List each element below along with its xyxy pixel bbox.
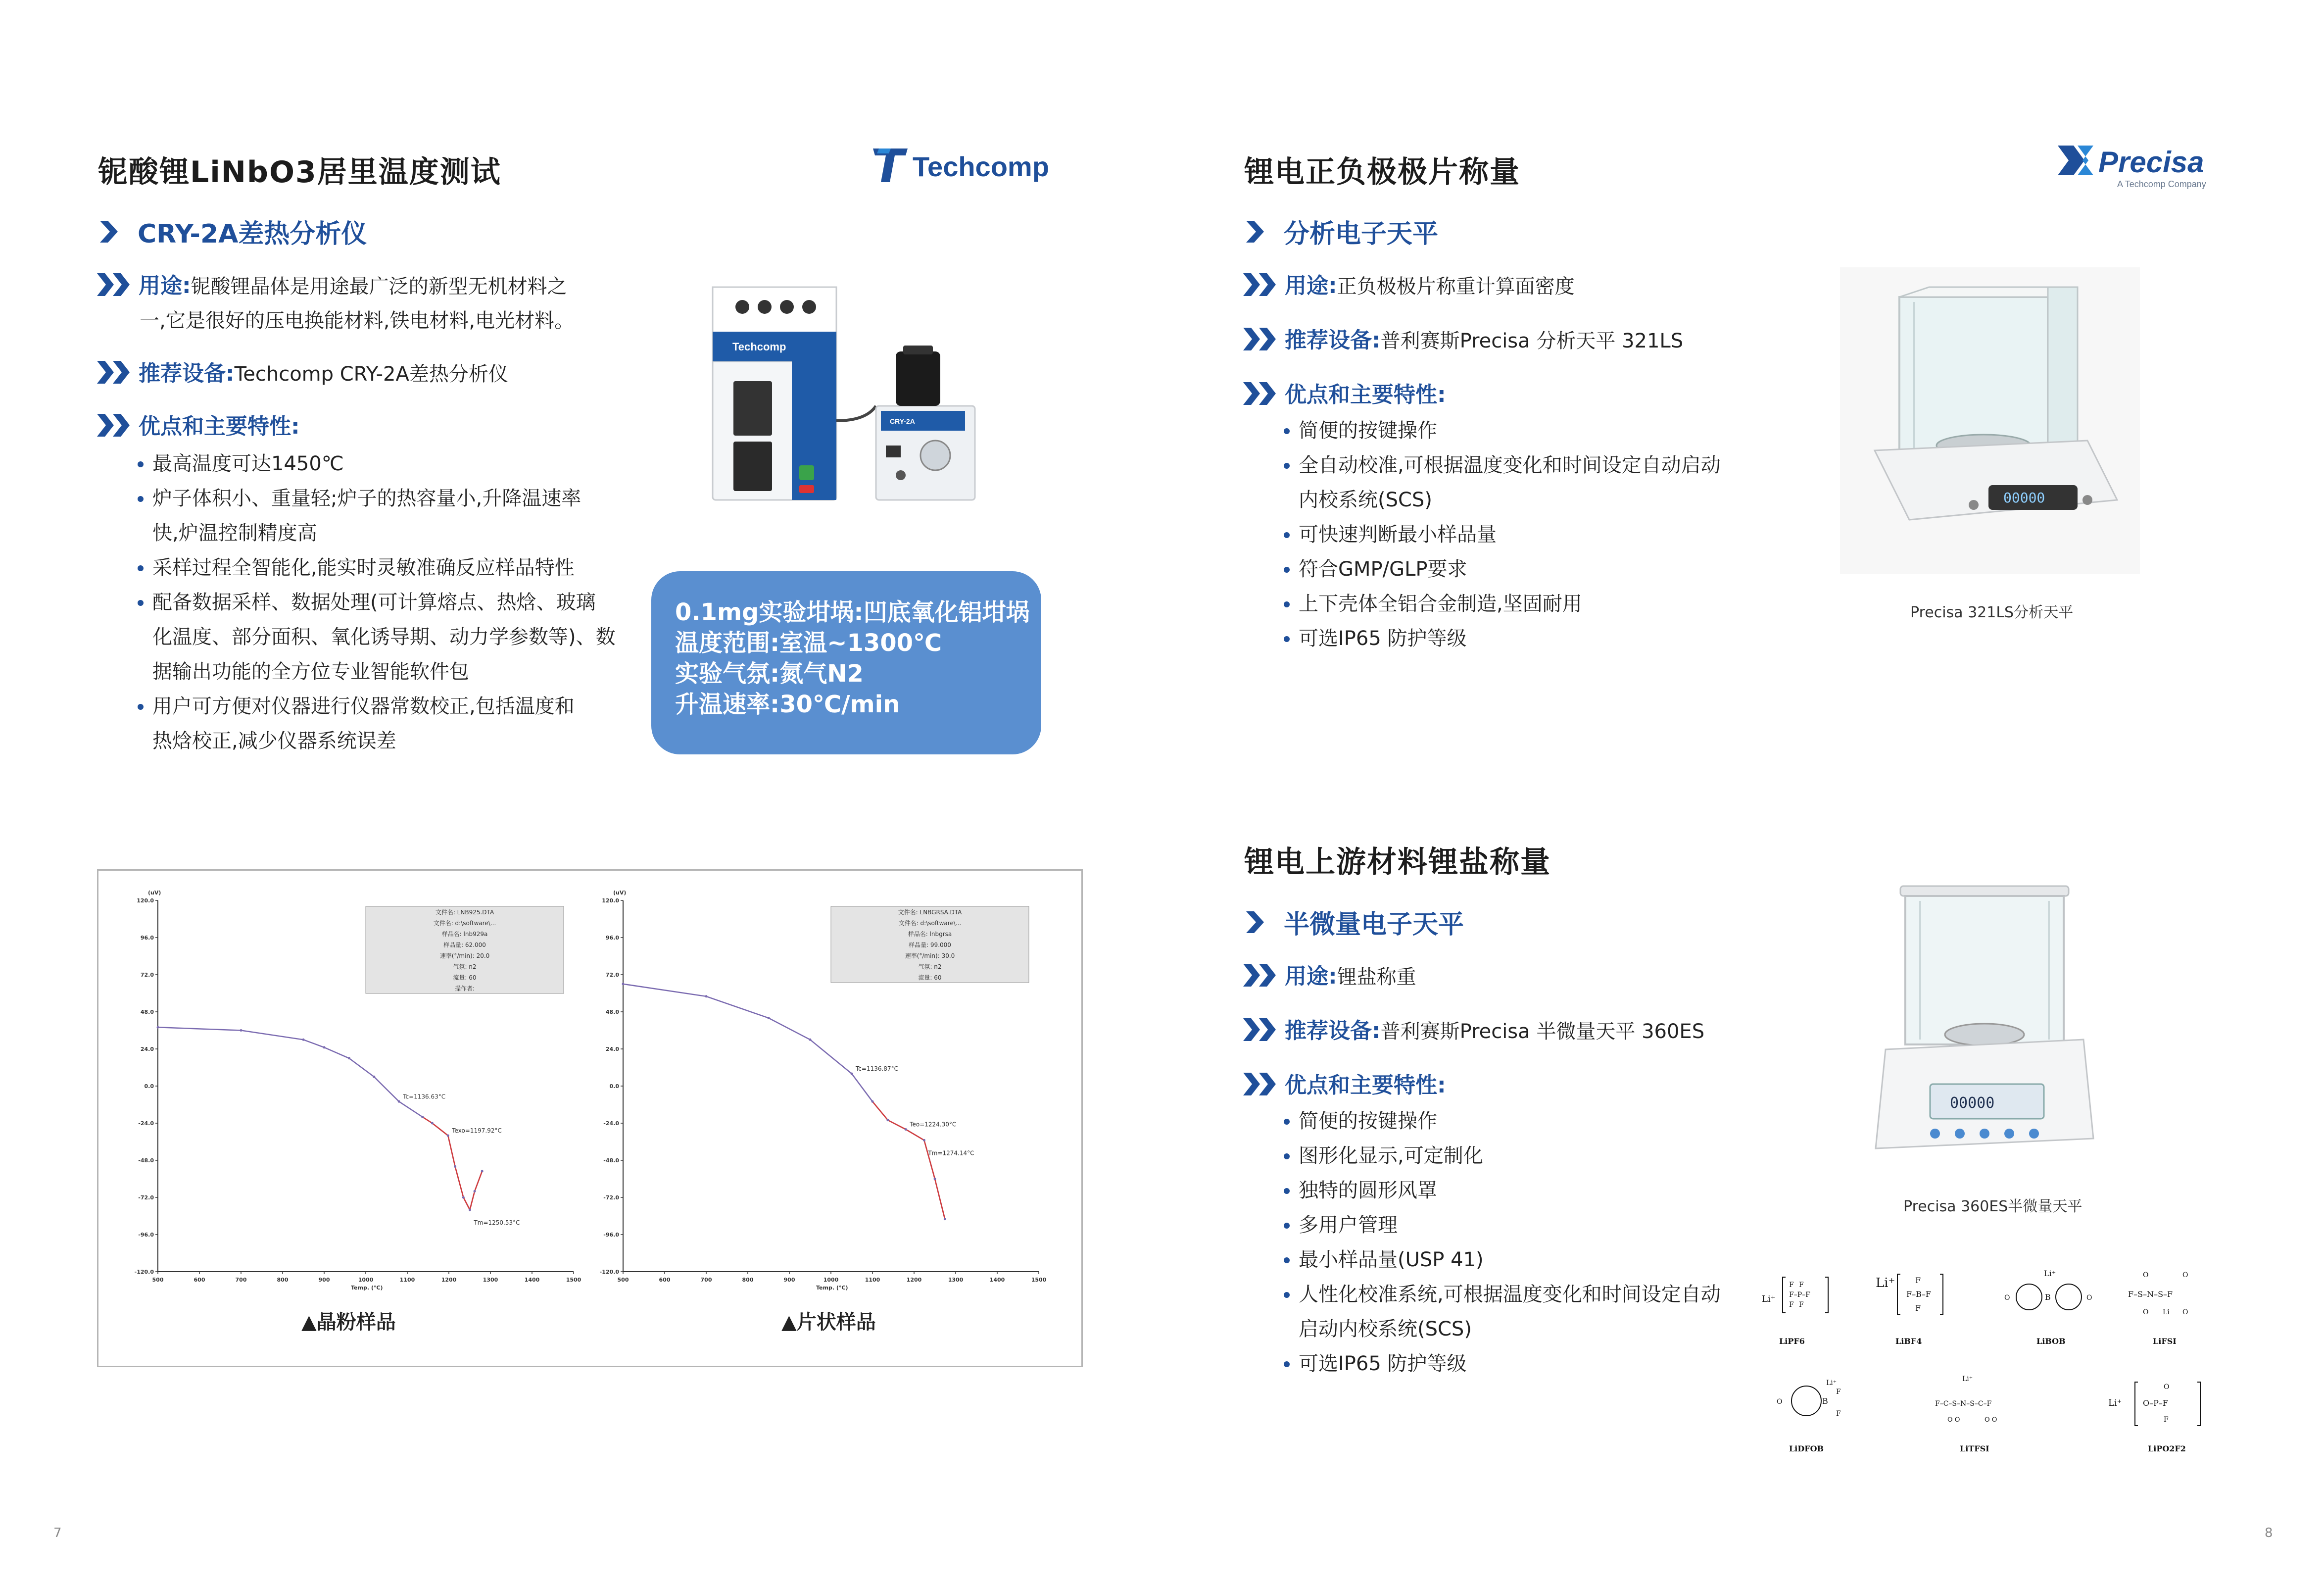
feature-item: 多用户管理 — [1283, 1208, 1721, 1242]
x-tick-label: 700 — [700, 1277, 712, 1283]
svg-text:LiPF6: LiPF6 — [1779, 1337, 1805, 1346]
sec2-usage — [1243, 959, 1416, 994]
right-section1-title: 锂电正负极极片称量 — [1244, 155, 1520, 190]
annotation: Tm=1250.53°C — [474, 1219, 520, 1226]
svg-text:B: B — [1822, 1396, 1828, 1406]
svg-text:F: F — [1915, 1303, 1921, 1313]
y-tick-label: 24.0 — [140, 1046, 154, 1052]
y-tick-label: -72.0 — [138, 1194, 154, 1201]
info-table-row: 样品名: lnbgrsa — [908, 931, 952, 938]
usage-label: 用途: — [1285, 964, 1337, 989]
double-chevron-icon — [1243, 1073, 1281, 1095]
double-chevron-icon — [1243, 273, 1281, 296]
data-point — [469, 1209, 471, 1211]
y-tick-label: -96.0 — [138, 1232, 154, 1238]
x-axis-label: Temp. (°C) — [816, 1285, 848, 1291]
balance-321ls-image — [1840, 267, 2140, 574]
svg-text:O: O — [2143, 1271, 2149, 1279]
usage-value: 铌酸锂晶体是用途最广泛的新型无机材料之 — [191, 275, 567, 298]
x-tick-label: 1500 — [566, 1277, 581, 1283]
libf4-structure — [1876, 1274, 1943, 1346]
x-tick-label: 1200 — [441, 1277, 457, 1283]
lifsi-structure — [2128, 1271, 2188, 1346]
left-page-title: 铌酸锂LiNbO3居里温度测试 — [98, 155, 501, 190]
x-tick-label: 500 — [152, 1277, 164, 1283]
lidfob-structure — [1777, 1379, 1841, 1453]
double-chevron-icon — [97, 361, 135, 384]
x-tick-label: 700 — [235, 1277, 247, 1283]
data-point — [944, 1218, 946, 1220]
data-point — [872, 1100, 874, 1103]
right-subtitle1: 分析电子天平 — [1284, 219, 1439, 249]
svg-text:LiBF4: LiBF4 — [1895, 1337, 1922, 1346]
svg-text:F–S–N–S–F: F–S–N–S–F — [2128, 1290, 2173, 1299]
data-point — [323, 1046, 326, 1048]
right-subtitle2: 半微量电子天平 — [1284, 910, 1464, 940]
data-point — [923, 1139, 925, 1141]
feature-item: 符合GMP/GLP要求 — [1283, 552, 1721, 587]
svg-text:Li⁺: Li⁺ — [1962, 1375, 1973, 1383]
litfsi-structure — [1935, 1375, 1997, 1453]
sec2-features-list — [1283, 1104, 1721, 1381]
svg-text:F: F — [1799, 1301, 1804, 1309]
svg-text:Li⁺: Li⁺ — [2108, 1398, 2122, 1408]
sec1-features-list — [1283, 413, 1721, 656]
left-subtitle: CRY-2A差热分析仪 — [138, 219, 367, 249]
left-subtitle-row — [99, 213, 367, 250]
y-tick-label: 48.0 — [605, 1009, 619, 1015]
data-point — [705, 995, 708, 997]
svg-text:B: B — [2045, 1292, 2051, 1302]
dta-chart-sheet — [593, 881, 1049, 1291]
info-table-row: 样品量: 99.000 — [909, 942, 951, 948]
info-table-row: 样品名: lnb929a — [441, 931, 488, 938]
chevron-icon — [1245, 221, 1265, 243]
svg-text:F–C–S–N–S–C–F: F–C–S–N–S–C–F — [1935, 1400, 1992, 1408]
balance-360es-caption: Precisa 360ES半微量天平 — [1903, 1198, 2082, 1215]
info-table-row: 操作者: — [454, 985, 475, 992]
y-tick-label: 0.0 — [609, 1083, 619, 1090]
techcomp-logo-text: Techcomp — [913, 151, 1049, 182]
cry2a-instrument-image — [703, 257, 980, 515]
precisa-logo — [2054, 139, 2232, 193]
info-table-row: 流量: 60 — [453, 974, 477, 981]
condition-line: 实验气氛:氮气N2 — [675, 660, 864, 688]
balance-360es-image — [1861, 871, 2108, 1168]
data-point — [421, 1116, 424, 1118]
y-tick-label: -48.0 — [138, 1157, 154, 1164]
device-value: Techcomp CRY-2A差热分析仪 — [234, 363, 508, 386]
device-value: 普利赛斯Precisa 半微量天平 360ES — [1380, 1020, 1705, 1043]
data-point — [447, 1135, 449, 1137]
annotation: Texo=1197.92°C — [452, 1127, 502, 1134]
usage-label: 用途: — [139, 273, 191, 298]
double-chevron-icon — [1243, 382, 1281, 405]
sec2-device — [1243, 1014, 1704, 1049]
lipf6-structure — [1762, 1277, 1828, 1346]
condition-line: 温度范围:室温~1300℃ — [675, 629, 942, 657]
condition-line: 0.1mg实验坩埚:凹底氧化铝坩埚 — [675, 598, 1030, 626]
svg-text:F: F — [2164, 1416, 2169, 1424]
x-tick-label: 800 — [742, 1277, 754, 1283]
y-axis-unit: (uV) — [613, 890, 627, 896]
data-point — [398, 1100, 400, 1103]
svg-text:F: F — [1836, 1410, 1841, 1418]
feature-item-cont: 快,炉温控制精度高 — [152, 522, 317, 545]
svg-text:F: F — [1915, 1276, 1921, 1285]
data-point — [431, 1122, 434, 1125]
test-conditions-box — [651, 571, 1041, 754]
x-axis-label: Temp. (°C) — [351, 1285, 383, 1291]
techcomp-logo — [871, 144, 1084, 188]
svg-text:Li⁺: Li⁺ — [2044, 1269, 2056, 1278]
feature-item: 配备数据采样、数据处理(可计算熔点、热焓、玻璃 — [137, 585, 616, 620]
usage-value: 正负极极片称重计算面密度 — [1337, 275, 1575, 298]
x-tick-label: 1500 — [1031, 1277, 1047, 1283]
double-chevron-icon — [1243, 964, 1281, 987]
feature-item: 简便的按键操作 — [1283, 413, 1721, 448]
y-tick-label: 24.0 — [605, 1046, 619, 1052]
left-features-list — [137, 447, 616, 758]
svg-text:F: F — [1789, 1281, 1794, 1289]
feature-item-cont: 据输出功能的全方位专业智能软件包 — [152, 660, 469, 683]
svg-text:LiPO2F2: LiPO2F2 — [2148, 1444, 2186, 1453]
feature-item: 可选IP65 防护等级 — [1283, 1346, 1721, 1381]
svg-text:Li⁺: Li⁺ — [1876, 1276, 1895, 1290]
left-device — [97, 356, 508, 392]
data-point — [886, 1119, 889, 1121]
svg-text:LiTFSI: LiTFSI — [1960, 1444, 1989, 1453]
y-tick-label: -72.0 — [603, 1194, 619, 1201]
sec2-features-heading — [1243, 1068, 1446, 1103]
right-section2-title: 锂电上游材料锂盐称量 — [1244, 845, 1551, 880]
right-subtitle1-row — [1245, 213, 1438, 250]
x-tick-label: 900 — [318, 1277, 330, 1283]
svg-text:00000: 00000 — [2003, 490, 2045, 506]
series-line — [158, 1027, 482, 1210]
annotation: Tc=1136.87°C — [856, 1065, 898, 1072]
data-point — [905, 1128, 907, 1131]
feature-item: 上下壳体全铝合金制造,坚固耐用 — [1283, 587, 1721, 621]
feature-item: 最小样品量(USP 41) — [1283, 1242, 1721, 1277]
x-tick-label: 1300 — [948, 1277, 964, 1283]
y-tick-label: -24.0 — [138, 1120, 154, 1127]
info-table-row: 气氛: n2 — [918, 963, 942, 970]
feature-item-cont: 内校系统(SCS) — [1299, 489, 1432, 511]
x-tick-label: 900 — [783, 1277, 795, 1283]
annotation: Tc=1136.63°C — [403, 1093, 446, 1100]
x-tick-label: 800 — [277, 1277, 289, 1283]
svg-text:O: O — [2143, 1308, 2149, 1316]
svg-text:Techcomp: Techcomp — [732, 341, 786, 353]
data-point — [809, 1039, 812, 1041]
y-tick-label: -96.0 — [603, 1232, 619, 1238]
x-tick-label: 1100 — [399, 1277, 415, 1283]
svg-text:O–P–F: O–P–F — [2143, 1398, 2168, 1408]
data-point — [454, 1165, 456, 1168]
device-label: 推荐设备: — [1285, 328, 1381, 353]
x-tick-label: 600 — [194, 1277, 205, 1283]
info-table-row: 文件名: LNBGRSA.DTA — [898, 909, 962, 916]
svg-text:00000: 00000 — [1950, 1094, 1995, 1112]
feature-item: 最高温度可达1450℃ — [137, 447, 616, 481]
y-tick-label: -120.0 — [134, 1269, 154, 1275]
annotation: Tm=1274.14°C — [928, 1149, 974, 1157]
chevron-icon — [99, 221, 119, 243]
lipo2f2-structure — [2108, 1382, 2200, 1453]
svg-text:O O: O O — [1985, 1416, 1997, 1424]
page-number-right: 8 — [2265, 1526, 2273, 1540]
dta-charts-panel — [97, 869, 1083, 1367]
left-usage-line2: 一,它是很好的压电换能材料,铁电材料,电光材料。 — [140, 309, 575, 332]
info-table-row: 速率(°/min): 20.0 — [439, 952, 490, 959]
data-point — [934, 1178, 936, 1180]
info-table-row: 样品量: 62.000 — [443, 942, 486, 948]
x-tick-label: 1000 — [823, 1277, 839, 1283]
x-tick-label: 1000 — [358, 1277, 374, 1283]
feature-item-cont: 热焓校正,减少仪器系统误差 — [152, 730, 396, 752]
feature-item: 独特的圆形风罩 — [1283, 1173, 1721, 1208]
feature-item: 人性化校准系统,可根据温度变化和时间设定自动 — [1283, 1277, 1721, 1312]
data-point — [348, 1057, 350, 1059]
chevron-icon — [1245, 911, 1265, 933]
y-tick-label: 96.0 — [140, 935, 154, 941]
x-tick-label: 1100 — [865, 1277, 880, 1283]
svg-text:Li: Li — [2163, 1308, 2170, 1316]
y-tick-label: 96.0 — [605, 935, 619, 941]
data-point — [462, 1196, 465, 1199]
x-tick-label: 500 — [617, 1277, 629, 1283]
dta-chart-powder — [128, 881, 583, 1291]
feature-item: 简便的按键操作 — [1283, 1104, 1721, 1139]
right-subtitle2-row — [1245, 903, 1464, 941]
features-label: 优点和主要特性: — [139, 414, 300, 439]
data-point — [622, 983, 625, 985]
svg-text:LiBOB: LiBOB — [2036, 1337, 2066, 1346]
svg-text:O: O — [2086, 1294, 2092, 1302]
device-label: 推荐设备: — [139, 361, 235, 386]
svg-text:Li⁺: Li⁺ — [1762, 1294, 1776, 1304]
balance-321ls-caption: Precisa 321LS分析天平 — [1910, 604, 2074, 621]
svg-text:O: O — [2182, 1308, 2188, 1316]
svg-text:O: O — [1777, 1398, 1783, 1406]
feature-item: 可选IP65 防护等级 — [1283, 621, 1721, 656]
features-label: 优点和主要特性: — [1285, 382, 1446, 407]
y-tick-label: -48.0 — [603, 1157, 619, 1164]
svg-text:F: F — [1799, 1281, 1804, 1289]
data-point — [481, 1170, 484, 1172]
feature-item: 可快速判断最小样品量 — [1283, 517, 1721, 552]
svg-text:O: O — [2004, 1294, 2010, 1302]
info-table-row: 速率(°/min): 30.0 — [905, 952, 955, 959]
feature-item: 图形化显示,可定制化 — [1283, 1139, 1721, 1173]
data-point — [302, 1039, 305, 1041]
x-tick-label: 1300 — [483, 1277, 498, 1283]
info-table-row: 文件名: LNB925.DTA — [435, 909, 494, 916]
feature-item: 采样过程全智能化,能实时灵敏准确反应样品特性 — [137, 550, 616, 585]
x-tick-label: 600 — [659, 1277, 671, 1283]
double-chevron-icon — [1243, 1018, 1281, 1041]
y-tick-label: 48.0 — [140, 1009, 154, 1015]
chart-caption-powder: ▲晶粉样品 — [301, 1311, 396, 1334]
device-label: 推荐设备: — [1285, 1018, 1381, 1043]
y-tick-label: 0.0 — [144, 1083, 154, 1090]
y-tick-label: 120.0 — [602, 897, 619, 904]
y-tick-label: 72.0 — [605, 972, 619, 978]
svg-text:O O: O O — [1947, 1416, 1960, 1424]
info-table-row: 文件名: d:\software\... — [433, 920, 496, 927]
svg-text:Li⁺: Li⁺ — [1826, 1379, 1837, 1387]
svg-text:CRY-2A: CRY-2A — [890, 417, 915, 425]
data-point — [768, 1017, 770, 1019]
y-tick-label: -120.0 — [599, 1269, 619, 1275]
chart-caption-sheet: ▲片状样品 — [781, 1311, 876, 1334]
double-chevron-icon — [97, 273, 135, 296]
data-point — [851, 1073, 853, 1075]
data-point — [474, 1190, 476, 1192]
x-tick-label: 1400 — [524, 1277, 540, 1283]
lithium-salt-structures — [1752, 1257, 2247, 1465]
double-chevron-icon — [97, 414, 135, 437]
y-tick-label: 72.0 — [140, 972, 154, 978]
svg-text:F–B–F: F–B–F — [1906, 1290, 1931, 1299]
sec1-usage — [1243, 269, 1575, 304]
svg-text:LiDFOB: LiDFOB — [1789, 1444, 1824, 1453]
info-table-row: 文件名: d:\software\... — [898, 920, 962, 927]
svg-text:O: O — [2182, 1271, 2188, 1279]
sec1-features-heading — [1243, 378, 1446, 413]
info-table-row: 气氛: n2 — [453, 963, 477, 970]
left-usage — [97, 269, 567, 304]
x-tick-label: 1400 — [989, 1277, 1005, 1283]
double-chevron-icon — [1243, 328, 1281, 350]
device-value: 普利赛斯Precisa 分析天平 321LS — [1380, 330, 1684, 352]
sec1-device — [1243, 323, 1683, 358]
svg-text:F–P–F: F–P–F — [1789, 1291, 1810, 1299]
annotation: Teo=1224.30°C — [910, 1121, 957, 1128]
libob-structure — [2004, 1269, 2092, 1346]
feature-item: 全自动校准,可根据温度变化和时间设定自动启动 — [1283, 448, 1721, 483]
features-label: 优点和主要特性: — [1285, 1073, 1446, 1098]
x-tick-label: 1200 — [906, 1277, 922, 1283]
series-highlight — [872, 1101, 945, 1219]
data-point — [157, 1026, 159, 1029]
feature-item: 用户可方便对仪器进行仪器常数校正,包括温度和 — [137, 689, 616, 724]
data-point — [240, 1029, 242, 1032]
series-line — [623, 984, 945, 1219]
left-features-heading — [97, 409, 300, 445]
svg-text:O: O — [2164, 1383, 2170, 1391]
svg-text:F: F — [1789, 1301, 1794, 1309]
data-point — [373, 1076, 375, 1078]
y-tick-label: 120.0 — [137, 897, 154, 904]
info-table-row: 流量: 60 — [918, 974, 942, 981]
feature-item: 炉子体积小、重量轻;炉子的热容量小,升降温速率 — [137, 481, 616, 516]
svg-text:LiFSI: LiFSI — [2153, 1337, 2177, 1346]
precisa-tagline: A Techcomp Company — [2117, 179, 2206, 189]
precisa-logo-text: Precisa — [2098, 146, 2204, 179]
feature-item-cont: 启动内校系统(SCS) — [1299, 1318, 1472, 1340]
y-tick-label: -24.0 — [603, 1120, 619, 1127]
page-number-left: 7 — [53, 1526, 62, 1540]
usage-label: 用途: — [1285, 273, 1337, 298]
feature-item-cont: 化温度、部分面积、氧化诱导期、动力学参数等)、数 — [152, 626, 616, 648]
svg-text:F: F — [1836, 1388, 1841, 1396]
y-axis-unit: (uV) — [148, 890, 161, 896]
usage-value: 锂盐称重 — [1337, 966, 1416, 989]
condition-line: 升温速率:30℃/min — [675, 691, 900, 718]
